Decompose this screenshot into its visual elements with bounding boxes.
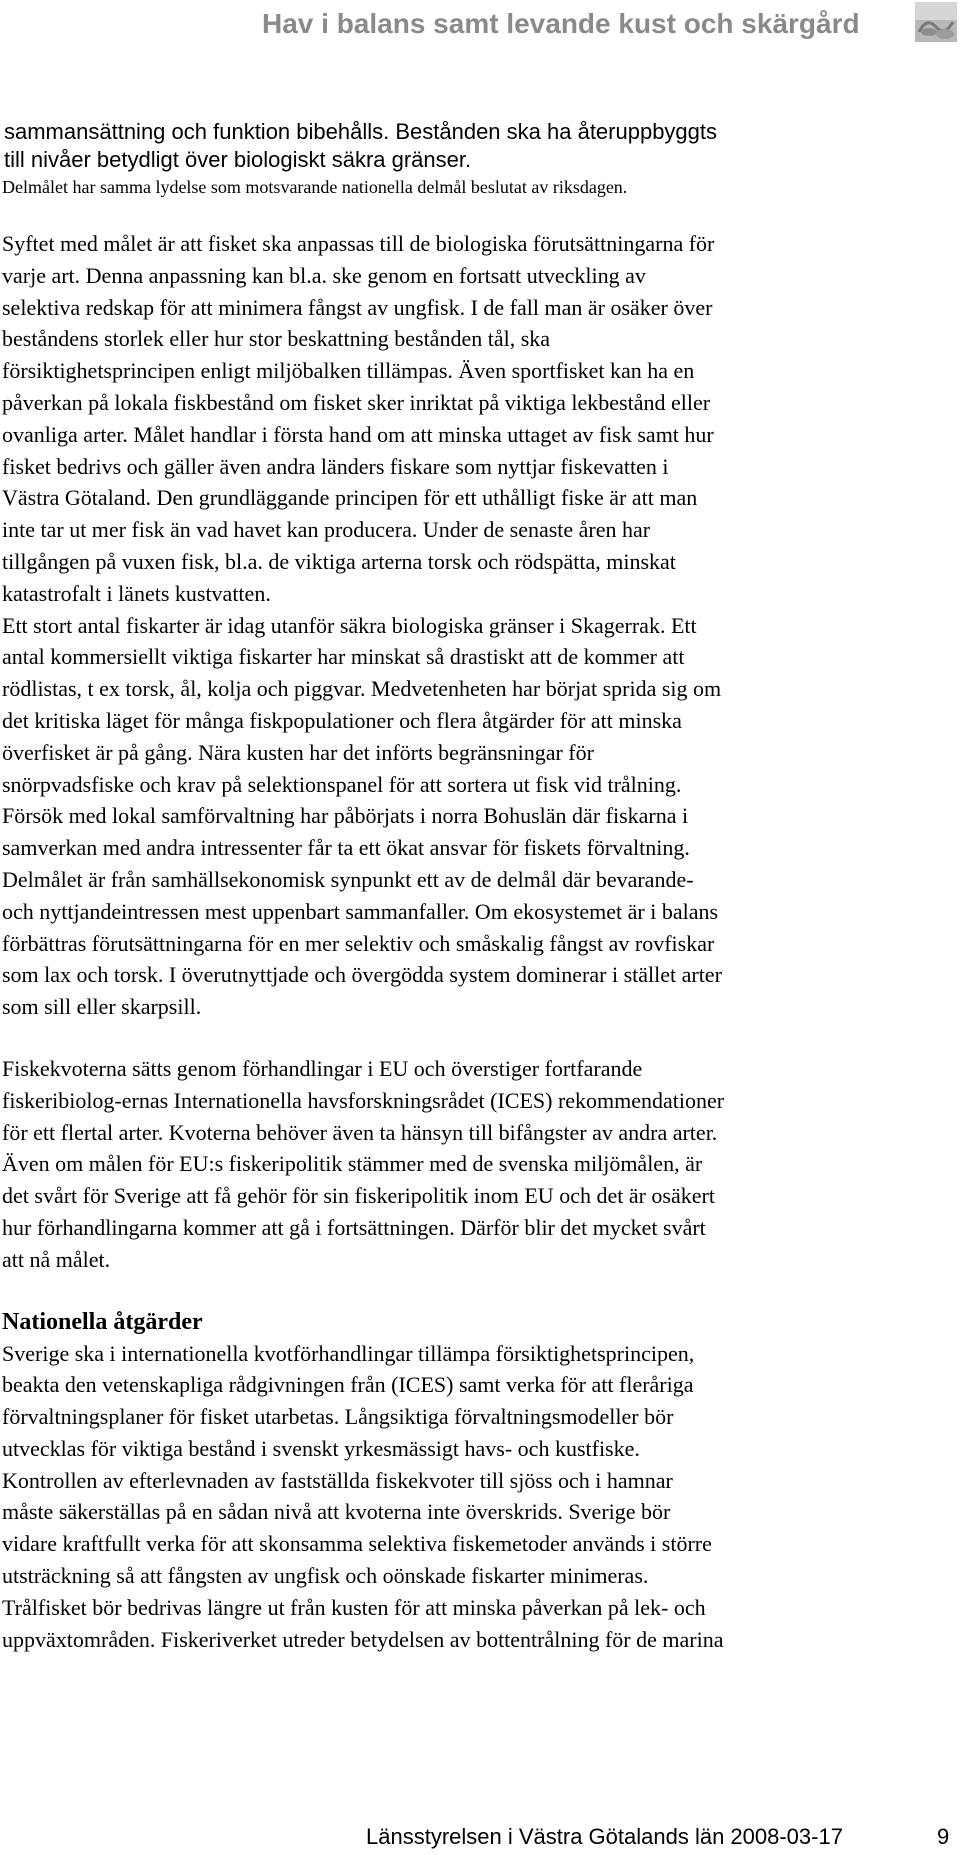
page-header <box>0 0 960 60</box>
paragraph-purpose <box>2 228 952 1023</box>
text-line: Ett stort antal fiskarter är idag utanför säkra biologiska gränser i Skagerrak. Ett <box>2 612 697 638</box>
footer-text: Länsstyrelsen i Västra Götalands län 2008-03-17 <box>366 1824 843 1849</box>
header-photo <box>915 2 957 42</box>
text-line: förbättras förutsättningarna för en mer selektiv och småskalig fångst av rovfiskar <box>2 930 715 956</box>
paragraph-quotas <box>2 1053 952 1276</box>
text-line: beståndens storlek eller hur stor beskattning bestånden tål, ska <box>2 326 551 352</box>
text-line: utsträckning så att fångsten av ungfisk och oönskade fiskarter minimeras. <box>2 1563 649 1589</box>
text-line: påverkan på lokala fiskbestånd om fisket sker inriktat på viktiga lekbestånd eller <box>2 389 711 415</box>
text-line: överfisket är på gång. Nära kusten har det införts begränsningar för <box>2 739 594 765</box>
text-line: att nå målet. <box>2 1246 111 1272</box>
text-line: snörpvadsfiske och krav på selektionspanel för att sortera ut fisk vid trålning. <box>2 771 682 797</box>
page-content <box>0 118 960 1655</box>
text-line: som sill eller skarpsill. <box>2 994 202 1020</box>
text-line: antal kommersiellt viktiga fiskarter har minskat så drastiskt att de kommer att <box>2 644 685 670</box>
text-line: Trålfisket bör bedrivas längre ut från kusten för att minska påverkan på lek- och <box>2 1594 706 1620</box>
text-line: utvecklas för viktiga bestånd i svenskt yrkesmässigt havs- och kustfiske. <box>2 1435 640 1461</box>
text-line: Försök med lokal samförvaltning har påbörjats i norra Bohuslän där fiskarna i <box>2 803 689 829</box>
text-line: rödlistas, t ex torsk, ål, kolja och piggvar. Medvetenheten har börjat sprida sig om <box>2 676 722 702</box>
text-line: beakta den vetenskapliga rådgivningen från (ICES) samt verka för att fleråriga <box>2 1372 694 1398</box>
text-line: uppväxtområden. Fiskeriverket utreder betydelsen av bottentrålning för de marina <box>2 1626 724 1652</box>
text-line: vidare kraftfullt verka för att skonsamma selektiva fiskemetoder används i större <box>2 1531 712 1557</box>
text-line: det kritiska läget för många fiskpopulationer och flera åtgärder för att minska <box>2 707 682 733</box>
page-footer <box>0 1824 960 1854</box>
paragraph-national-measures <box>2 1338 952 1656</box>
text-line: tillgången på vuxen fisk, bl.a. de viktiga arterna torsk och rödspätta, minskat <box>2 548 676 574</box>
text-line: Delmålet är från samhällsekonomisk synpunkt ett av de delmål där bevarande- <box>2 866 694 892</box>
text-line: selektiva redskap för att minimera fångst av ungfisk. I de fall man är osäker över <box>2 294 713 320</box>
text-line: Syftet med målet är att fisket ska anpassas till de biologiska förutsättningarna för <box>2 231 715 256</box>
text-line: och nyttjandeintressen mest uppenbart sammanfaller. Om ekosystemet är i balans <box>2 898 719 924</box>
text-line: till nivåer betydligt över biologiskt säkra gränser. <box>4 147 472 172</box>
text-line: för ett flertal arter. Kvoterna behöver även ta hänsyn till bifångster av andra arter. <box>2 1119 718 1145</box>
text-line: ovanliga arter. Målet handlar i första hand om att minska uttaget av fisk samt hur <box>2 421 714 447</box>
text-line: katastrofalt i länets kustvatten. <box>2 580 271 606</box>
text-line: Kontrollen av efterlevnaden av fastställda fiskekvoter till sjöss och i hamnar <box>2 1467 673 1493</box>
text-line: varje art. Denna anpassning kan bl.a. ske genom en fortsatt utveckling av <box>2 262 646 288</box>
section-heading: Nationella åtgärder <box>2 1308 203 1335</box>
text-line: fiskeribiolog-ernas Internationella havsforskningsrådet (ICES) rekommendationer <box>2 1087 725 1113</box>
header-title: Hav i balans samt levande kust och skärgård <box>262 8 860 39</box>
text-line: hur förhandlingarna kommer att gå i fortsättningen. Därför blir det mycket svårt <box>2 1214 706 1240</box>
page-number: 9 <box>937 1824 950 1849</box>
text-line: sammansättning och funktion bibehålls. Bestånden ska ha återuppbyggts <box>4 119 718 144</box>
text-line: försiktighetsprincipen enligt miljöbalken tillämpas. Även sportfisket kan ha en <box>2 358 695 384</box>
text-line: inte tar ut mer fisk än vad havet kan producera. Under de senaste åren har <box>2 517 651 543</box>
text-line: Fiskekvoterna sätts genom förhandlingar i EU och överstiger fortfarande <box>2 1055 643 1081</box>
text-line: måste säkerställas på en sådan nivå att kvoterna inte överskrids. Sverige bör <box>2 1499 671 1525</box>
note-text: Delmålet har samma lydelse som motsvarande nationella delmål beslutat av riksdagen. <box>2 177 628 197</box>
text-line: samverkan med andra intressenter får ta ett ökat ansvar för fiskets förvaltning. <box>2 835 690 861</box>
text-line: förvaltningsplaner för fisket utarbetas. Långsiktiga förvaltningsmodeller bör <box>2 1404 674 1430</box>
text-line: Sverige ska i internationella kvotförhandlingar tillämpa försiktighetsprincipen, <box>2 1340 695 1366</box>
text-line: som lax och torsk. I överutnyttjade och övergödda system dominerar i stället arter <box>2 962 722 988</box>
text-line: Även om målen för EU:s fiskeripolitik stämmer med de svenska miljömålen, är <box>2 1151 703 1177</box>
text-line: det svårt för Sverige att få gehör för sin fiskeripolitik inom EU och det är osäkert <box>2 1183 715 1209</box>
text-line: Västra Götaland. Den grundläggande principen för ett uthålligt fiske är att man <box>2 485 698 511</box>
intro-text <box>4 118 954 174</box>
text-line: fisket bedrivs och gäller även andra länders fiskare som nyttjar fiskevatten i <box>2 453 669 479</box>
